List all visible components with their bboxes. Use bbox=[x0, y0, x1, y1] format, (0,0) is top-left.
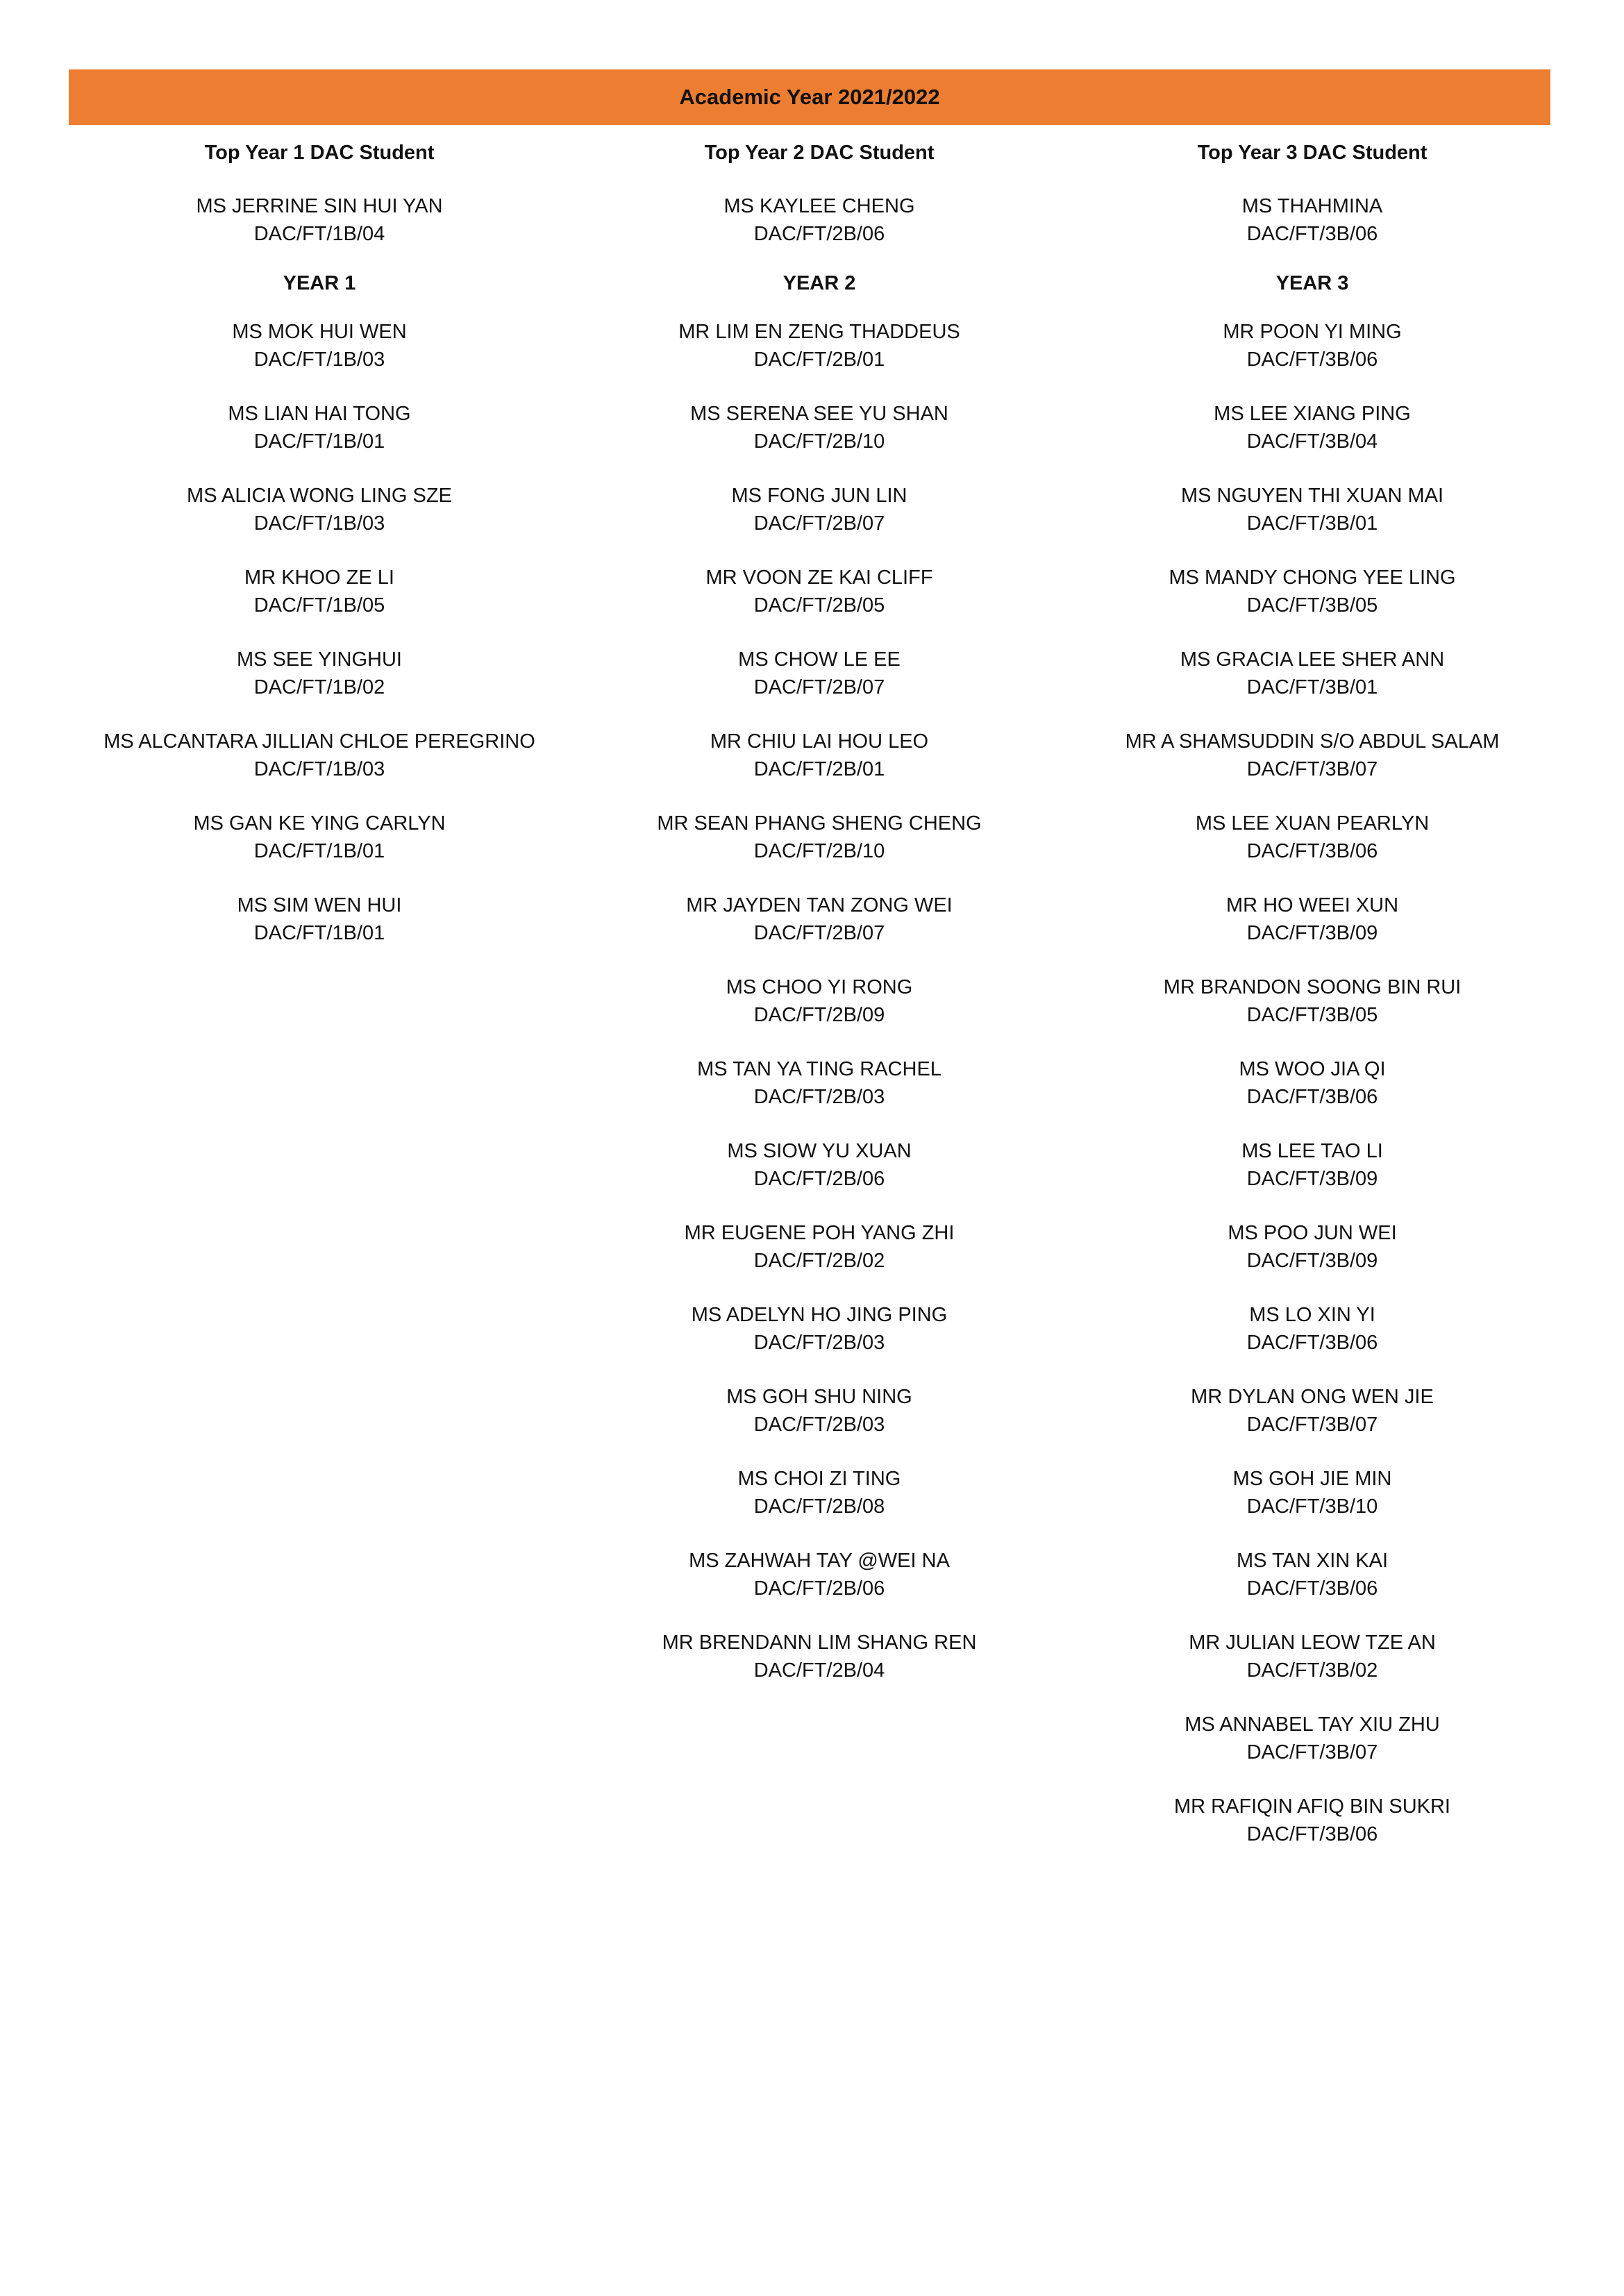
student-class-code: DAC/FT/2B/01 bbox=[753, 349, 885, 371]
list-item bbox=[1083, 973, 1541, 1029]
student-class-code: DAC/FT/3B/09 bbox=[1246, 1250, 1378, 1272]
column-title: Top Year 1 DAC Student bbox=[204, 142, 435, 164]
student-class-code: DAC/FT/1B/03 bbox=[253, 758, 385, 780]
student-class-code: DAC/FT/3B/06 bbox=[1246, 1332, 1378, 1354]
list-item bbox=[1083, 1301, 1541, 1357]
list-item bbox=[90, 564, 549, 619]
year-heading: YEAR 1 bbox=[283, 272, 356, 294]
student-class-code: DAC/FT/3B/06 bbox=[1246, 223, 1378, 245]
student-class-code: DAC/FT/1B/05 bbox=[253, 594, 385, 617]
student-name: MS SIOW YU XUAN bbox=[727, 1140, 912, 1162]
list-item bbox=[1083, 810, 1541, 865]
list-item bbox=[1083, 482, 1541, 537]
student-name: MR JAYDEN TAN ZONG WEI bbox=[686, 894, 953, 916]
list-item bbox=[590, 728, 1048, 783]
list-item bbox=[1083, 891, 1541, 947]
list-item bbox=[590, 646, 1048, 701]
list-item bbox=[590, 810, 1048, 865]
student-name: MS LO XIN YI bbox=[1249, 1304, 1375, 1326]
list-item bbox=[90, 318, 549, 374]
student-name: MS JERRINE SIN HUI YAN bbox=[196, 195, 443, 217]
list-item bbox=[1083, 1629, 1541, 1684]
student-class-code: DAC/FT/3B/10 bbox=[1246, 1495, 1378, 1518]
student-name: MS ZAHWAH TAY @WEI NA bbox=[689, 1550, 950, 1572]
list-item bbox=[1083, 318, 1541, 374]
student-class-code: DAC/FT/3B/07 bbox=[1246, 1741, 1378, 1763]
year-1-column bbox=[90, 139, 549, 947]
list-item bbox=[590, 891, 1048, 947]
student-name: MR CHIU LAI HOU LEO bbox=[710, 730, 929, 753]
student-class-code: DAC/FT/3B/01 bbox=[1246, 676, 1378, 698]
student-class-code: DAC/FT/2B/05 bbox=[753, 594, 885, 617]
year-2-column bbox=[590, 139, 1048, 1684]
list-item bbox=[90, 891, 549, 947]
list-item bbox=[590, 318, 1048, 374]
student-class-code: DAC/FT/3B/06 bbox=[1246, 349, 1378, 371]
student-name: MS ALCANTARA JILLIAN CHLOE PEREGRINO bbox=[103, 730, 535, 753]
student-list bbox=[90, 318, 549, 947]
list-item bbox=[1083, 728, 1541, 783]
student-class-code: DAC/FT/3B/09 bbox=[1246, 922, 1378, 944]
list-item bbox=[590, 482, 1048, 537]
student-class-code: DAC/FT/3B/05 bbox=[1246, 1004, 1378, 1026]
list-item bbox=[590, 973, 1048, 1029]
list-item bbox=[590, 1465, 1048, 1520]
student-name: MR SEAN PHANG SHENG CHENG bbox=[657, 812, 982, 835]
student-name: MS ALICIA WONG LING SZE bbox=[187, 485, 452, 507]
student-class-code: DAC/FT/2B/03 bbox=[753, 1086, 885, 1108]
year-3-column bbox=[1083, 139, 1541, 1848]
student-name: MS GOH JIE MIN bbox=[1232, 1468, 1392, 1490]
list-item bbox=[590, 1137, 1048, 1193]
student-name: MR HO WEEI XUN bbox=[1225, 894, 1399, 916]
student-class-code: DAC/FT/2B/03 bbox=[753, 1414, 885, 1436]
academic-year-banner bbox=[69, 69, 1550, 125]
student-class-code: DAC/FT/2B/02 bbox=[753, 1250, 885, 1272]
list-item bbox=[90, 400, 549, 455]
list-item bbox=[1083, 1055, 1541, 1111]
student-name: MS GAN KE YING CARLYN bbox=[193, 812, 446, 835]
student-class-code: DAC/FT/3B/07 bbox=[1246, 1414, 1378, 1436]
student-class-code: DAC/FT/3B/06 bbox=[1246, 1823, 1378, 1845]
student-class-code: DAC/FT/2B/03 bbox=[753, 1332, 885, 1354]
list-item bbox=[1083, 1793, 1541, 1848]
list-item bbox=[1083, 1465, 1541, 1520]
list-item bbox=[1083, 564, 1541, 619]
student-class-code: DAC/FT/2B/07 bbox=[753, 512, 885, 535]
list-item bbox=[90, 646, 549, 701]
student-name: MS THAHMINA bbox=[1241, 195, 1383, 217]
student-name: MR KHOO ZE LI bbox=[244, 567, 394, 589]
list-item bbox=[1083, 1137, 1541, 1193]
student-list bbox=[590, 318, 1048, 1684]
student-name: MS ANNABEL TAY XIU ZHU bbox=[1184, 1713, 1440, 1736]
student-name: MS SERENA SEE YU SHAN bbox=[690, 403, 948, 425]
student-class-code: DAC/FT/1B/01 bbox=[253, 430, 385, 453]
student-name: MR BRENDANN LIM SHANG REN bbox=[662, 1632, 977, 1654]
student-name: MR DYLAN ONG WEN JIE bbox=[1191, 1386, 1434, 1408]
student-class-code: DAC/FT/3B/01 bbox=[1246, 512, 1378, 535]
student-name: MR VOON ZE KAI CLIFF bbox=[705, 567, 933, 589]
student-class-code: DAC/FT/3B/07 bbox=[1246, 758, 1378, 780]
list-item bbox=[1083, 1219, 1541, 1275]
student-class-code: DAC/FT/2B/10 bbox=[753, 430, 885, 453]
student-name: MS GOH SHU NING bbox=[726, 1386, 912, 1408]
student-name: MS POO JUN WEI bbox=[1228, 1222, 1397, 1244]
top-student-entry bbox=[590, 192, 1048, 248]
student-name: MS LEE TAO LI bbox=[1241, 1140, 1383, 1162]
year-heading: YEAR 2 bbox=[782, 272, 856, 294]
student-class-code: DAC/FT/3B/02 bbox=[1246, 1659, 1378, 1682]
student-name: MS NGUYEN THI XUAN MAI bbox=[1180, 485, 1444, 507]
student-name: MR LIM EN ZENG THADDEUS bbox=[678, 321, 960, 343]
list-item bbox=[90, 482, 549, 537]
student-class-code: DAC/FT/2B/04 bbox=[753, 1659, 885, 1682]
student-name: MR EUGENE POH YANG ZHI bbox=[684, 1222, 955, 1244]
year-heading: YEAR 3 bbox=[1275, 272, 1349, 294]
student-name: MS SEE YINGHUI bbox=[237, 648, 402, 671]
list-item bbox=[1083, 1547, 1541, 1602]
student-name: MS WOO JIA QI bbox=[1239, 1058, 1386, 1080]
student-name: MR A SHAMSUDDIN S/O ABDUL SALAM bbox=[1125, 730, 1500, 753]
student-name: MR RAFIQIN AFIQ BIN SUKRI bbox=[1174, 1795, 1450, 1818]
student-name: MS GRACIA LEE SHER ANN bbox=[1180, 648, 1445, 671]
student-name: MS MANDY CHONG YEE LING bbox=[1169, 567, 1456, 589]
student-name: MS CHOO YI RONG bbox=[726, 976, 913, 998]
student-class-code: DAC/FT/3B/06 bbox=[1246, 840, 1378, 862]
top-student-entry bbox=[1083, 192, 1541, 248]
list-item bbox=[590, 400, 1048, 455]
student-class-code: DAC/FT/3B/04 bbox=[1246, 430, 1378, 453]
student-name: MS CHOW LE EE bbox=[738, 648, 901, 671]
banner-title: Academic Year 2021/2022 bbox=[679, 85, 940, 109]
list-item bbox=[590, 1629, 1048, 1684]
student-name: MS KAYLEE CHENG bbox=[723, 195, 915, 217]
student-name: MS MOK HUI WEN bbox=[232, 321, 407, 343]
list-item bbox=[1083, 1383, 1541, 1439]
student-class-code: DAC/FT/3B/05 bbox=[1246, 594, 1378, 617]
student-name: MR JULIAN LEOW TZE AN bbox=[1189, 1632, 1436, 1654]
top-student-entry bbox=[90, 192, 549, 248]
student-class-code: DAC/FT/2B/01 bbox=[753, 758, 885, 780]
student-list bbox=[1083, 318, 1541, 1848]
student-class-code: DAC/FT/1B/02 bbox=[253, 676, 385, 698]
list-item bbox=[90, 728, 549, 783]
student-class-code: DAC/FT/1B/04 bbox=[253, 223, 385, 245]
student-class-code: DAC/FT/2B/06 bbox=[753, 223, 885, 245]
student-class-code: DAC/FT/3B/06 bbox=[1246, 1577, 1378, 1600]
list-item bbox=[590, 1219, 1048, 1275]
list-item bbox=[590, 1547, 1048, 1602]
list-item bbox=[1083, 1711, 1541, 1766]
student-name: MR POON YI MING bbox=[1223, 321, 1402, 343]
student-class-code: DAC/FT/1B/01 bbox=[253, 840, 385, 862]
student-class-code: DAC/FT/1B/03 bbox=[253, 349, 385, 371]
list-item bbox=[590, 1301, 1048, 1357]
student-class-code: DAC/FT/2B/07 bbox=[753, 676, 885, 698]
student-class-code: DAC/FT/2B/08 bbox=[753, 1495, 885, 1518]
student-class-code: DAC/FT/3B/09 bbox=[1246, 1168, 1378, 1190]
student-name: MS LEE XUAN PEARLYN bbox=[1195, 812, 1430, 835]
student-class-code: DAC/FT/2B/06 bbox=[753, 1168, 885, 1190]
student-name: MS SIM WEN HUI bbox=[237, 894, 402, 916]
list-item bbox=[90, 810, 549, 865]
student-name: MS FONG JUN LIN bbox=[731, 485, 907, 507]
student-name: MS ADELYN HO JING PING bbox=[691, 1304, 948, 1326]
student-class-code: DAC/FT/2B/09 bbox=[753, 1004, 885, 1026]
student-class-code: DAC/FT/2B/07 bbox=[753, 922, 885, 944]
student-name: MS LEE XIANG PING bbox=[1214, 403, 1411, 425]
student-name: MS TAN XIN KAI bbox=[1236, 1550, 1389, 1572]
student-name: MS LIAN HAI TONG bbox=[228, 403, 411, 425]
student-class-code: DAC/FT/1B/01 bbox=[253, 922, 385, 944]
student-class-code: DAC/FT/2B/10 bbox=[753, 840, 885, 862]
list-item bbox=[590, 564, 1048, 619]
student-name: MS TAN YA TING RACHEL bbox=[697, 1058, 941, 1080]
list-item bbox=[590, 1055, 1048, 1111]
student-name: MS CHOI ZI TING bbox=[737, 1468, 901, 1490]
column-title: Top Year 2 DAC Student bbox=[704, 142, 935, 164]
student-class-code: DAC/FT/3B/06 bbox=[1246, 1086, 1378, 1108]
student-name: MR BRANDON SOONG BIN RUI bbox=[1163, 976, 1462, 998]
student-class-code: DAC/FT/1B/03 bbox=[253, 512, 385, 535]
list-item bbox=[590, 1383, 1048, 1439]
student-class-code: DAC/FT/2B/06 bbox=[753, 1577, 885, 1600]
list-item bbox=[1083, 646, 1541, 701]
column-title: Top Year 3 DAC Student bbox=[1197, 142, 1428, 164]
list-item bbox=[1083, 400, 1541, 455]
